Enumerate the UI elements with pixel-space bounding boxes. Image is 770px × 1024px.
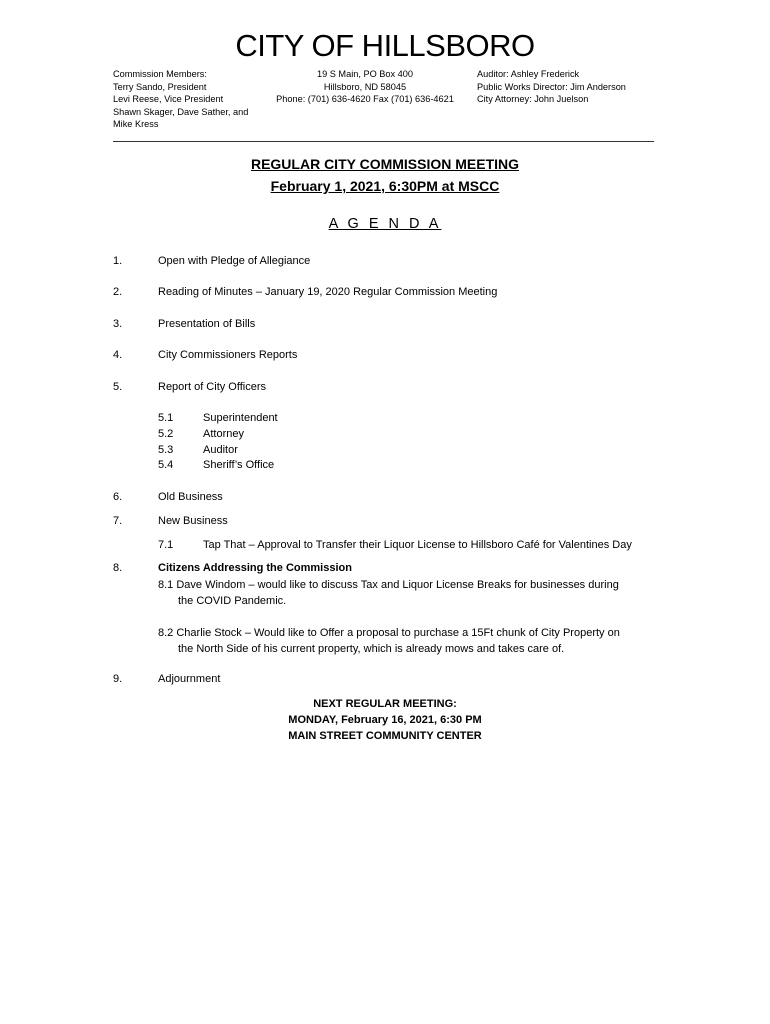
- citizen-request: [158, 625, 658, 657]
- header-right-line: Auditor: Ashley Frederick: [477, 69, 580, 79]
- header-mid-line: Hillsboro, ND 58045: [323, 81, 407, 92]
- agenda-item-text: Presentation of Bills: [158, 318, 256, 330]
- officials-block: [477, 68, 626, 106]
- address-block: [270, 68, 460, 106]
- agenda-item-number: 1.: [113, 255, 123, 267]
- agenda-item-text: Report of City Officers: [158, 381, 266, 393]
- header-left-line: Shawn Skager, Dave Sather, and: [113, 106, 249, 117]
- header-divider: [113, 141, 654, 142]
- next-meeting-line: NEXT REGULAR MEETING:: [313, 698, 457, 710]
- agenda-item-number: 3.: [113, 318, 123, 330]
- officer-label: Auditor: [203, 444, 238, 456]
- agenda-item-number: 6.: [113, 491, 123, 503]
- meeting-date: February 1, 2021, 6:30PM at MSCC: [270, 178, 500, 194]
- header-mid-line: 19 S Main, PO Box 400: [316, 69, 413, 79]
- officer-number: 5.4: [158, 459, 174, 471]
- header-left-line: Commission Members:: [113, 69, 207, 79]
- agenda-item-text: Reading of Minutes – January 19, 2020 Regular Commission Meeting: [158, 286, 498, 298]
- agenda-item-number: 7.: [113, 515, 123, 527]
- citizen-request-line: 8.2 Charlie Stock – Would like to Offer a proposal to purchase a 15Ft chunk of City Property on: [158, 627, 620, 639]
- header-right-line: City Attorney: John Juelson: [477, 94, 589, 105]
- officer-label: Sheriff’s Office: [203, 459, 275, 471]
- new-business-text: Tap That – Approval to Transfer their Liquor License to Hillsboro Café for Valentines Day: [203, 539, 632, 551]
- next-meeting-line: MONDAY, February 16, 2021, 6:30 PM: [288, 714, 482, 726]
- header-mid-line: Phone: (701) 636-4620 Fax (701) 636-4621: [276, 94, 454, 105]
- officer-label: Attorney: [203, 428, 244, 440]
- agenda-item-text: New Business: [158, 515, 228, 527]
- officer-number: 5.2: [158, 428, 174, 440]
- officer-number: 5.3: [158, 444, 174, 456]
- officer-number: 5.1: [158, 412, 174, 424]
- officer-label: Superintendent: [203, 412, 278, 424]
- citizen-request-line: the North Side of his current property, which is already mows and takes care of.: [178, 643, 565, 655]
- agenda-item-number: 9.: [113, 673, 123, 685]
- city-title: CITY OF HILLSBORO: [235, 28, 535, 63]
- commission-members-block: [113, 68, 248, 131]
- header-left-line: Terry Sando, President: [113, 81, 207, 92]
- citizen-request: [158, 577, 658, 609]
- agenda-item-text: Citizens Addressing the Commission: [158, 562, 352, 574]
- citizen-request-line: the COVID Pandemic.: [178, 595, 287, 607]
- meeting-title: REGULAR CITY COMMISSION MEETING: [250, 156, 520, 172]
- agenda-heading: A G E N D A: [328, 216, 442, 232]
- agenda-item-text: Adjournment: [158, 673, 221, 685]
- agenda-item-number: 8.: [113, 562, 123, 574]
- citizen-request-line: 8.1 Dave Windom – would like to discuss Tax and Liquor License Breaks for businesses during: [158, 579, 619, 591]
- agenda-item-number: 2.: [113, 286, 123, 298]
- agenda-item-text: Old Business: [158, 491, 223, 503]
- agenda-item-text: Open with Pledge of Allegiance: [158, 255, 311, 267]
- agenda-item-text: City Commissioners Reports: [158, 349, 298, 361]
- header-left-line: Levi Reese, Vice President: [113, 94, 224, 105]
- next-meeting-line: MAIN STREET COMMUNITY CENTER: [288, 730, 482, 742]
- new-business-number: 7.1: [158, 539, 174, 551]
- agenda-item-number: 4.: [113, 349, 123, 361]
- header-left-line: Mike Kress: [113, 119, 159, 130]
- next-meeting-block: [0, 696, 770, 744]
- agenda-item-number: 5.: [113, 381, 123, 393]
- header-right-line: Public Works Director: Jim Anderson: [477, 81, 626, 92]
